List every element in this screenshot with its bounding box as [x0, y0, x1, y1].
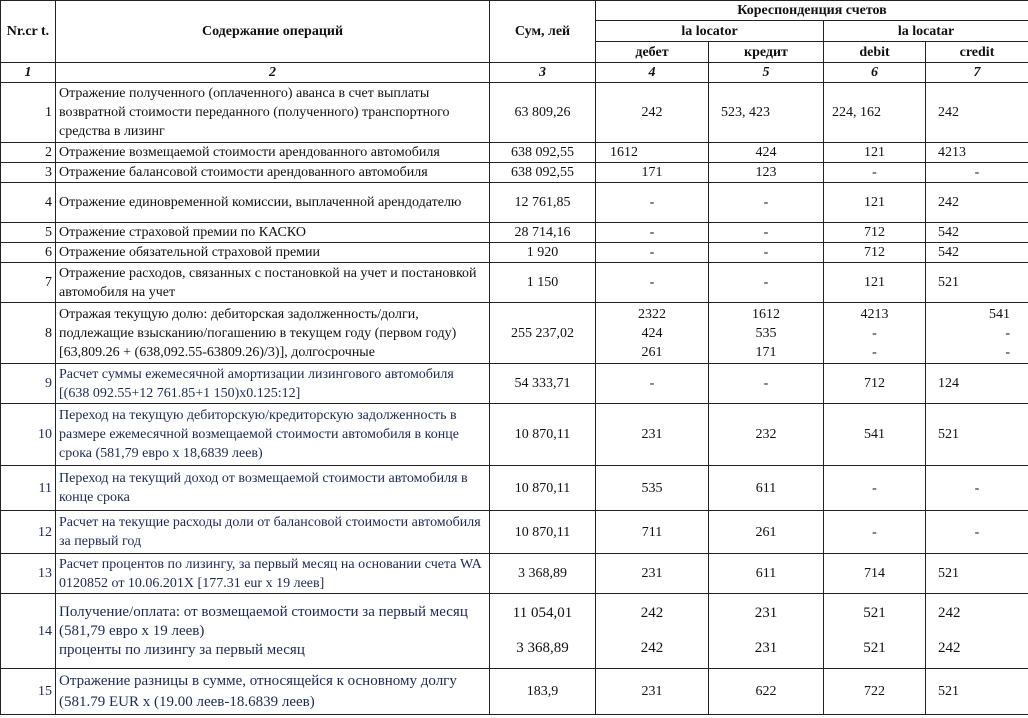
row-credit-locator: 622 [709, 669, 824, 715]
row-description: Отражение расходов, связанных с постановкой на учет и постановкой автомобиля на учет [56, 263, 490, 303]
table-row [1, 669, 1028, 715]
row-credit-locatar: - [926, 511, 1028, 554]
row-credit-locator: - [709, 243, 824, 263]
header-row-1 [1, 1, 1028, 21]
row-debit-locator [596, 594, 709, 669]
row-credit-locatar: 521 [926, 404, 1028, 466]
account-code: 521 [863, 640, 886, 656]
row-debit-locator: - [596, 183, 709, 223]
account-code: 242 [938, 640, 961, 656]
row-credit-locatar: 542 [926, 223, 1028, 243]
row-sum: 1 920 [490, 243, 596, 263]
row-sum: 12 761,85 [490, 183, 596, 223]
row-number: 14 [1, 594, 56, 669]
row-debit-locatar: 541 [824, 404, 926, 466]
row-debit-locatar: - [824, 466, 926, 511]
row-credit-locator [709, 303, 824, 364]
row-sum: 3 368,89 [490, 554, 596, 594]
header-credit: credit [926, 42, 1028, 63]
header-debit: debit [824, 42, 926, 63]
header-nr: Nr.cr t. [1, 1, 56, 63]
row-credit-locator: 123 [709, 163, 824, 183]
row-credit-locatar: - [926, 466, 1028, 511]
row-debit-locator: - [596, 243, 709, 263]
row-number: 2 [1, 143, 56, 163]
account-code: 2322 [638, 306, 666, 322]
row-credit-locator: 261 [709, 511, 824, 554]
row-description: Отражение единовременной комиссии, выплаченной арендодателю [56, 183, 490, 223]
account-code: 541 [989, 306, 1010, 322]
table-row [1, 554, 1028, 594]
column-index: 7 [926, 63, 1028, 83]
column-index-row [1, 63, 1028, 83]
row-number: 3 [1, 163, 56, 183]
row-debit-locatar: 714 [824, 554, 926, 594]
row-credit-locator: 232 [709, 404, 824, 466]
row-description: Переход на текущий доход от возмещаемой стоимости автомобиля в конце срока [56, 466, 490, 511]
row-debit-locatar: - [824, 163, 926, 183]
row-description: Отражение возмещаемой стоимости арендованного автомобиля [56, 143, 490, 163]
row-number: 7 [1, 263, 56, 303]
account-code: 424 [641, 325, 663, 341]
row-number: 9 [1, 364, 56, 404]
account-code: 521 [863, 605, 886, 621]
row-credit-locator: 611 [709, 554, 824, 594]
row-description: Отражение полученного (оплаченного) аванса в счет выплаты возвратной стоимости переданного (полученного) транспортного средства в лизинг [56, 83, 490, 143]
row-number: 13 [1, 554, 56, 594]
column-index: 5 [709, 63, 824, 83]
row-debit-locatar: 712 [824, 223, 926, 243]
row-debit-locator: - [596, 223, 709, 243]
row-credit-locatar: 521 [926, 669, 1028, 715]
row-debit-locatar: 121 [824, 183, 926, 223]
row-sum: 1 150 [490, 263, 596, 303]
row-sum: 54 333,71 [490, 364, 596, 404]
row-debit-locatar: 722 [824, 669, 926, 715]
column-index: 3 [490, 63, 596, 83]
row-credit-locatar [926, 594, 1028, 669]
row-credit-locatar: 521 [926, 263, 1028, 303]
table-row [1, 511, 1028, 554]
account-code: 242 [938, 605, 961, 621]
row-sum [490, 594, 596, 669]
table-row [1, 83, 1028, 143]
row-sum: 183,9 [490, 669, 596, 715]
row-debit-locatar: 121 [824, 143, 926, 163]
row-debit-locator: 242 [596, 83, 709, 143]
row-debit-locatar: - [824, 511, 926, 554]
row-number: 12 [1, 511, 56, 554]
header-credit-ru: кредит [709, 42, 824, 63]
header-locatar: la locatar [824, 21, 1028, 42]
row-sum: 10 870,11 [490, 511, 596, 554]
header-debet: дебет [596, 42, 709, 63]
row-number: 8 [1, 303, 56, 364]
row-debit-locator: 1612 [596, 143, 709, 163]
table-row [1, 243, 1028, 263]
row-debit-locator: 711 [596, 511, 709, 554]
row-description: Отражение разницы в сумме, относящейся к основному долгу (581.79 EUR x (19.00 леев-18.6839 леев) [56, 669, 490, 715]
column-index: 1 [1, 63, 56, 83]
row-sum: 638 092,55 [490, 143, 596, 163]
row-debit-locator: 535 [596, 466, 709, 511]
row-debit-locator: 231 [596, 554, 709, 594]
row-credit-locator: - [709, 263, 824, 303]
header-correspondence: Кореспонденция счетов [596, 1, 1028, 21]
row-description: Отражение страховой премии по КАСКО [56, 223, 490, 243]
row-debit-locatar [824, 594, 926, 669]
account-code: - [872, 344, 877, 360]
account-code: 1612 [752, 306, 780, 322]
row-number: 5 [1, 223, 56, 243]
row-debit-locatar: 224, 162 [824, 83, 926, 143]
row-credit-locatar: 4213 [926, 143, 1028, 163]
account-code: - [1005, 344, 1010, 360]
account-code: 171 [755, 344, 777, 360]
header-content: Содержание операций [56, 1, 490, 63]
sum-value: 3 368,89 [516, 640, 569, 656]
row-credit-locatar: 521 [926, 554, 1028, 594]
table-row [1, 143, 1028, 163]
header-locator: la locator [596, 21, 824, 42]
row-sum: 10 870,11 [490, 404, 596, 466]
row-credit-locator [709, 594, 824, 669]
row-credit-locatar: 242 [926, 83, 1028, 143]
row-debit-locatar: 712 [824, 243, 926, 263]
row-number: 1 [1, 83, 56, 143]
row-description: Отражение обязательной страховой премии [56, 243, 490, 263]
row-description: Расчет на текущие расходы доли от балансовой стоимости автомобиля за первый год [56, 511, 490, 554]
row-credit-locator: - [709, 223, 824, 243]
row-credit-locator: - [709, 183, 824, 223]
table-row [1, 303, 1028, 364]
table-row [1, 364, 1028, 404]
row-debit-locator: 231 [596, 404, 709, 466]
account-code: 242 [640, 605, 664, 621]
table-row [1, 594, 1028, 669]
row-debit-locator [596, 303, 709, 364]
table-row [1, 163, 1028, 183]
column-index: 6 [824, 63, 926, 83]
row-description: Переход на текущую дебиторскую/кредиторскую задолженность в размере ежемесячной возмещаемой стоимости автомобиля в конце срока (581,79 евро х 18,6839 леев) [56, 404, 490, 466]
row-description: Отражение балансовой стоимости арендованного автомобиля [56, 163, 490, 183]
table-row [1, 466, 1028, 511]
row-number: 6 [1, 243, 56, 263]
table-row [1, 263, 1028, 303]
row-description: Расчет процентов по лизингу, за первый месяц на основании счета WA 0120852 от 10.06.201X [177.31 eur x 19 леев] [56, 554, 490, 594]
row-credit-locatar: - [926, 163, 1028, 183]
account-code: 231 [754, 640, 778, 656]
row-description [56, 594, 490, 669]
column-index: 2 [56, 63, 490, 83]
row-credit-locatar [926, 303, 1028, 364]
row-credit-locatar: 242 [926, 183, 1028, 223]
row-debit-locatar [824, 303, 926, 364]
row-sum: 63 809,26 [490, 83, 596, 143]
row-number: 4 [1, 183, 56, 223]
row-description: Расчет суммы ежемесячной амортизации лизингового автомобиля [(638 092.55+12 761.85+1 150)x0.125:12] [56, 364, 490, 404]
row-number: 15 [1, 669, 56, 715]
account-code: 4213 [860, 306, 889, 322]
description-part: Получение/оплата: от возмещаемой стоимости за первый месяц (581,79 евро х 19 леев) [59, 603, 468, 639]
row-sum: 638 092,55 [490, 163, 596, 183]
row-debit-locatar: 121 [824, 263, 926, 303]
table-row [1, 404, 1028, 466]
row-debit-locatar: 712 [824, 364, 926, 404]
row-number: 11 [1, 466, 56, 511]
account-code: 242 [640, 640, 664, 656]
table-row [1, 183, 1028, 223]
row-debit-locator: 171 [596, 163, 709, 183]
account-code: 535 [755, 325, 777, 341]
description-part: проценты по лизингу за первый месяц [59, 641, 305, 658]
sum-value: 11 054,01 [512, 605, 573, 621]
row-sum: 28 714,16 [490, 223, 596, 243]
header-sum: Сум, лей [490, 1, 596, 63]
row-credit-locatar: 124 [926, 364, 1028, 404]
account-code: - [872, 325, 877, 341]
column-index: 4 [596, 63, 709, 83]
account-code: - [1005, 325, 1010, 341]
row-description: Отражая текущую долю: дебиторская задолженность/долги, подлежащие взысканию/погашению в текущем году (первом году) [63,809.26 + (638,092.55-63809.26)/3)], долгосрочные [56, 303, 490, 364]
row-number: 10 [1, 404, 56, 466]
row-debit-locator: - [596, 263, 709, 303]
row-credit-locator: 611 [709, 466, 824, 511]
row-credit-locator: 424 [709, 143, 824, 163]
row-credit-locatar: 542 [926, 243, 1028, 263]
row-debit-locator: - [596, 364, 709, 404]
row-sum: 255 237,02 [490, 303, 596, 364]
account-code: 261 [641, 344, 663, 360]
row-credit-locator: - [709, 364, 824, 404]
account-code: 231 [754, 605, 778, 621]
row-debit-locator: 231 [596, 669, 709, 715]
row-sum: 10 870,11 [490, 466, 596, 511]
table-row [1, 223, 1028, 243]
row-credit-locator: 523, 423 [709, 83, 824, 143]
